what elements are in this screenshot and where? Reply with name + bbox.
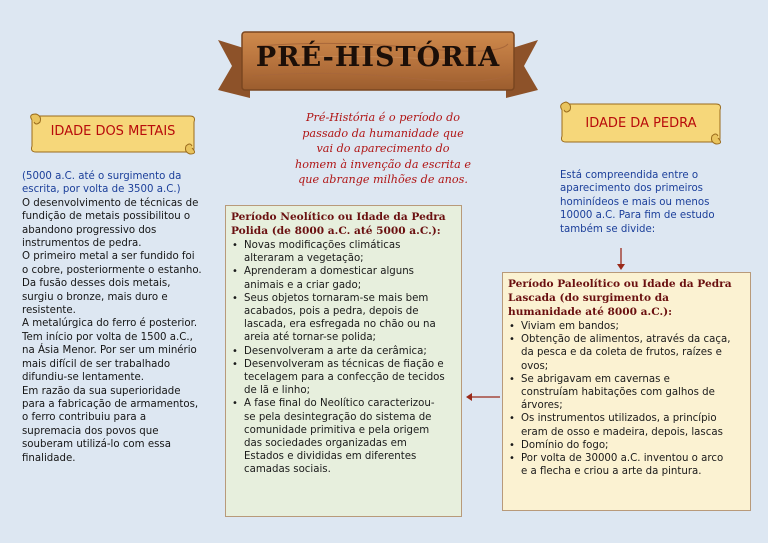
metais-line: supremacia dos povos que — [22, 425, 159, 437]
metais-line: A metalúrgica do ferro é posterior. — [22, 318, 198, 330]
paleolitico-heading-line: Período Paleolítico ou Idade da Pedra — [508, 278, 732, 290]
list-item — [508, 373, 744, 413]
list-item-line: • Desenvolveram a arte da cerâmica; — [244, 345, 427, 357]
metais-line: escrita, por volta de 3500 a.C.) — [22, 184, 181, 196]
metais-line: resistente. — [22, 305, 76, 317]
list-item-line: animais e a criar gado; — [244, 279, 362, 291]
metais-line: Tem início por volta de 1500 a.C., — [22, 331, 193, 343]
list-item-line: • Novas modificações climáticas — [244, 240, 401, 251]
metais-line: mais difícil de ser trabalhado — [22, 358, 171, 370]
metais-line: para a fabricação de armamentos, — [22, 398, 199, 410]
metais-line: Da fusão desses dois metais, — [22, 278, 171, 290]
metais-description — [22, 170, 222, 465]
list-item-line: árvores; — [521, 400, 563, 412]
list-item-line: da pesca e da coleta de frutos, raízes e — [521, 347, 722, 359]
list-item-line: • Aprenderam a domesticar alguns — [244, 266, 414, 278]
metais-line: difundiu-se lentamente. — [22, 372, 144, 384]
list-item-line: e a flecha e criou a arte da pintura. — [521, 466, 702, 478]
list-item-line: comunidade primitiva e pela origem — [244, 424, 430, 436]
list-item-line: • Por volta de 30000 a.C. inventou o arco — [521, 453, 724, 465]
list-item — [508, 439, 744, 452]
list-item-line: ovos; — [521, 360, 549, 372]
metais-line: finalidade. — [22, 452, 76, 464]
list-item — [231, 358, 455, 398]
paleolitico-heading-line: humanidade até 8000 a.C.): — [508, 306, 673, 318]
page-title: PRÉ-HISTÓRIA — [255, 42, 501, 73]
pedra-line: aparecimento dos primeiros — [560, 183, 703, 195]
intro-line: que abrange milhões de anos. — [298, 173, 468, 186]
list-item-line: • Desenvolveram as técnicas de fiação e — [244, 358, 444, 370]
list-item-line: alteraram a vegetação; — [244, 253, 364, 265]
list-item-line: • Domínio do fogo; — [521, 439, 609, 451]
list-item — [508, 412, 744, 438]
list-item-line: • Seus objetos tornaram-se mais bem — [244, 292, 429, 304]
list-item — [231, 292, 455, 345]
heading-scroll-pedra — [556, 98, 726, 148]
metais-line: souberam utilizá-lo com essa — [22, 439, 171, 451]
list-item — [508, 333, 744, 373]
neolitico-list — [231, 239, 455, 477]
list-item — [231, 397, 455, 476]
paleolitico-list — [508, 320, 744, 478]
right-heading: IDADE DA PEDRA — [585, 116, 697, 131]
pedra-line: também se divide: — [560, 223, 656, 235]
down-arrow-icon — [614, 248, 628, 272]
neolitico-heading-line: Período Neolítico ou Idade da Pedra — [231, 211, 446, 223]
intro-line: homem à invenção da escrita e — [294, 157, 471, 171]
neolitico-box — [225, 205, 462, 517]
paleolitico-heading-line: Lascada (do surgimento da — [508, 292, 669, 304]
pedra-line: Está compreendida entre o — [560, 170, 699, 181]
metais-line: surgiu o bronze, mais duro e — [22, 291, 168, 303]
neolitico-heading-line: Polida (de 8000 a.C. até 5000 a.C.): — [231, 225, 441, 237]
neolitico-heading — [231, 210, 455, 238]
intro-line: vai do aparecimento do — [316, 142, 450, 155]
list-item-line: Estados e divididas em diferentes — [244, 451, 417, 463]
metais-line: o cobre, posteriormente o estanho. — [22, 264, 202, 276]
list-item-line: • Os instrumentos utilizados, a princípio — [521, 413, 717, 425]
list-item-line: • Se abrigavam em cavernas e — [521, 373, 670, 385]
intro-line: passado da humanidade que — [302, 126, 464, 140]
list-item-line: areia até tornar-se polida; — [244, 332, 376, 344]
pedra-line: 10000 a.C. Para fim de estudo — [560, 210, 715, 222]
metais-line: abandono progressivo dos — [22, 224, 157, 236]
metais-line: o ferro contribuiu para a — [22, 412, 147, 424]
list-item-line: lascada, era esfregada no chão ou na — [244, 319, 436, 331]
metais-line: na Ásia Menor. Por ser um minério — [22, 345, 197, 357]
heading-scroll-metais — [28, 110, 198, 156]
left-heading: IDADE DOS METAIS — [50, 124, 176, 139]
list-item-line: construíam habitações com galhos de — [521, 387, 715, 399]
metais-line: (5000 a.C. até o surgimento da — [22, 171, 182, 182]
metais-line: instrumentos de pedra. — [22, 238, 142, 250]
list-item-line: • A fase final do Neolítico caracterizou- — [244, 398, 435, 410]
metais-line: Em razão da sua superioridade — [22, 385, 181, 397]
left-arrow-icon — [464, 390, 500, 404]
list-item — [231, 265, 455, 291]
list-item-line: das sociedades organizadas em — [244, 438, 407, 450]
list-item-line: tecelagem para a confecção de tecidos — [244, 372, 445, 384]
paleolitico-box — [502, 272, 751, 511]
list-item-line: • Obtenção de alimentos, através da caça, — [521, 334, 731, 346]
list-item-line: eram de osso e madeira, depois, lascas — [521, 426, 723, 438]
paleolitico-heading — [508, 277, 744, 319]
list-item-line: • Viviam em bandos; — [521, 321, 619, 332]
title-banner — [218, 28, 538, 104]
intro-text — [272, 110, 494, 188]
pedra-description — [560, 169, 735, 236]
metais-line: O desenvolvimento de técnicas de — [22, 197, 199, 209]
pedra-line: hominídeos e mais ou menos — [560, 196, 710, 208]
list-item — [231, 345, 455, 358]
list-item-line: acabados, pois a pedra, depois de — [244, 306, 419, 318]
intro-line: Pré-História é o período do — [306, 111, 460, 124]
list-item — [508, 452, 744, 478]
list-item — [231, 239, 455, 265]
metais-line: O primeiro metal a ser fundido foi — [22, 251, 195, 263]
list-item-line: se pela desintegração do sistema de — [244, 411, 432, 423]
list-item-line: camadas sociais. — [244, 464, 331, 476]
list-item — [508, 320, 744, 333]
metais-line: fundição de metais possibilitou o — [22, 211, 191, 223]
list-item-line: de lã e linho; — [244, 385, 311, 397]
